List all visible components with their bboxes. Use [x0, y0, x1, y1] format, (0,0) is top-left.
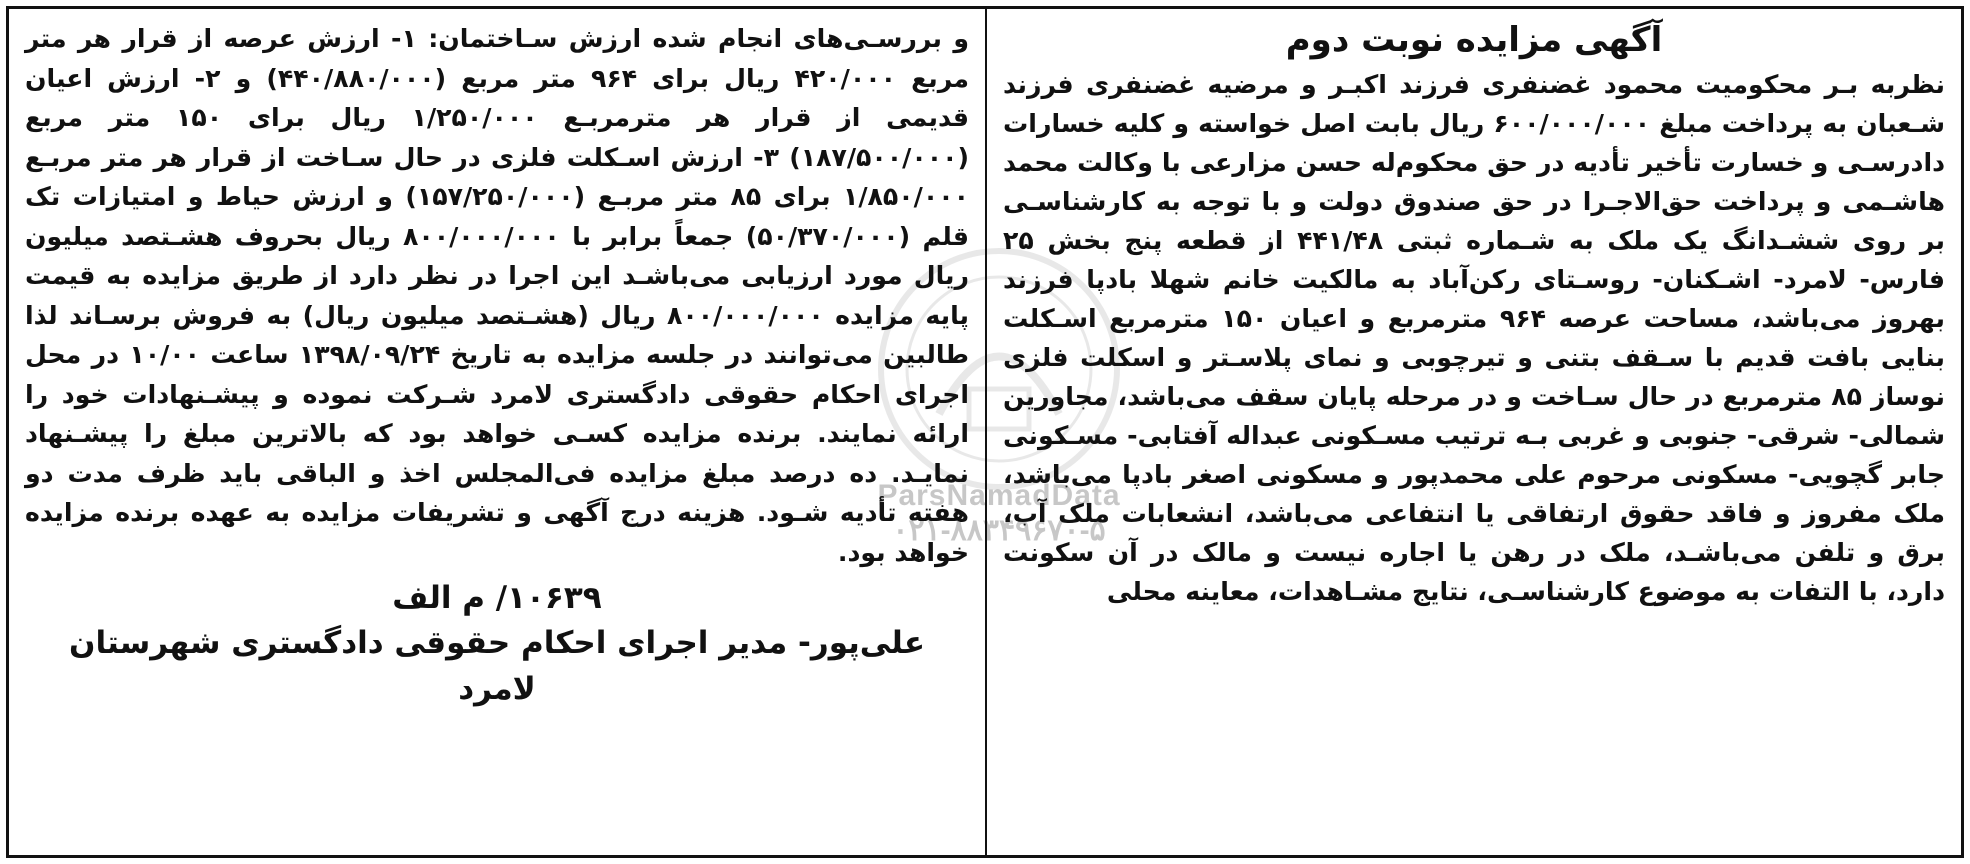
left-column-text: و بررسـی‌های انجام شده ارزش سـاختمان: ۱- ارزش عرصه از قرار هر متر مربع ۴۲۰/۰۰۰ ریال برای ۹۶۴ متر مربع (۴۴۰/۸۸۰/۰۰۰) و ۲- ارزش اعیان قدیمی از قرار هر مترمربـع ۱/۲۵۰/۰۰۰ ریال برای ۱۵۰ متر مربع (۱۸۷/۵۰۰/۰۰۰) ۳- ارزش اسـکلت فلزی در حال سـاخت از قرار هر متر مربـع ۱/۸۵۰/۰۰۰ برای ۸۵ متر مربـع (۱۵۷/۲۵۰/۰۰۰) و ارزش حیاط و امتیازات تک قلم (۵۰/۳۷۰/۰۰۰) جمعاً برابر با ۸۰۰/۰۰۰/۰۰۰ ریال بحروف هشـتصد میلیون ریال مورد ارزیابی می‌باشـد این اجرا در نظر دارد از طریق مزایده به قیمت پایه مزایده ۸۰۰/۰۰۰/۰۰۰ ریال (هشـتصد میلیون ریال) به فروش برسـاند لذا طالبین می‌توانند در جلسه مزایده به تاریخ ۱۳۹۸/۰۹/۲۴ ساعت ۱۰/۰۰ در محل اجرای احکام حقوقی دادگستری لامرد شـرکت نموده و پیشـنهادات خود را ارائه نمایند. برنده مزایده کسـی خواهد بود که بالاترین مبلغ را پیشـنهاد نمایـد. ده درصد مبلغ مزایده فی‌المجلس اخذ و الباقی باید ظرف مدت دو هفته تأدیه شـود. هزینه درج آگهی و تشریفات مزایده به عهده برنده مزایده خواهد بود.: [25, 24, 970, 567]
left-column: [9, 9, 985, 855]
reference-number: ۱۰۶۳۹/ م الف: [392, 580, 602, 616]
right-column: [985, 9, 1961, 855]
watermark-site-name: ParsNamadData: [877, 479, 1121, 512]
right-column-text: نظربه بـر محکومیت محمود غضنفری فرزند اکبـر و مرضیه غضنفری فرزند شـعبان به پرداخت مبلغ ۶۰۰/۰۰۰/۰۰۰ ریال بابت اصل خواسته و کلیه خسارات دادرسـی و خسارت تأخیر تأدیه در حق محکوم‌له حسن مزارعی با وکالت محمد هاشـمی و پرداخت حق‌الاجـرا در حق صندوق دولت و با توجه به کارشناسـی بر روی ششـدانگ یک ملک به شـماره ثبتی ۴۴۱/۴۸ از قطعه پنج بخش ۲۵ فارس- لامرد- اشـکنان- روسـتای رکن‌آباد به مالکیت خانم شهلا بادپا فرزند بهروز می‌باشد، مساحت عرصه ۹۶۴ مترمربع و اعیان ۱۵۰ مترمربع اسـکلت بنایی بافت قدیم با سـقف بتنی و تیرچوبی و نمای پلاسـتر و اسکلت فلزی نوساز ۸۵ مترمربع در حال سـاخت و در مرحله پایان سقف می‌باشد، مجاورین شمالی- شرقی- جنوبی و غربی بـه ترتیب مسـکونی عبداله آفتابی- مسـکونی جابر گچویی- مسکونی مرحوم علی محمدپور و مسکونی اصغر بادپا می‌باشد، ملک مفروز و فاقد حقوق ارتفاقی یا انتفاعی می‌باشد، انشعابات ملک آب، برق و تلفن می‌باشـد، ملک در رهن یا اجاره نیست و مالک در آن سکونت دارد، با التفات به موضوع کارشناسـی، نتایج مشـاهدات، معاینه محلی: [1003, 70, 1945, 606]
watermark-number: ۰۲۱-۸۸۳۴۹۶۷۰-۵: [892, 514, 1106, 547]
signature-line: علی‌پور- مدیر اجرای احکام حقوقی دادگستری شهرستان لامرد: [69, 625, 925, 707]
notice-columns: [9, 9, 1961, 855]
notice-title: آگهی مزایده نوبت دوم: [1285, 20, 1663, 60]
notice-frame: [6, 6, 1964, 858]
